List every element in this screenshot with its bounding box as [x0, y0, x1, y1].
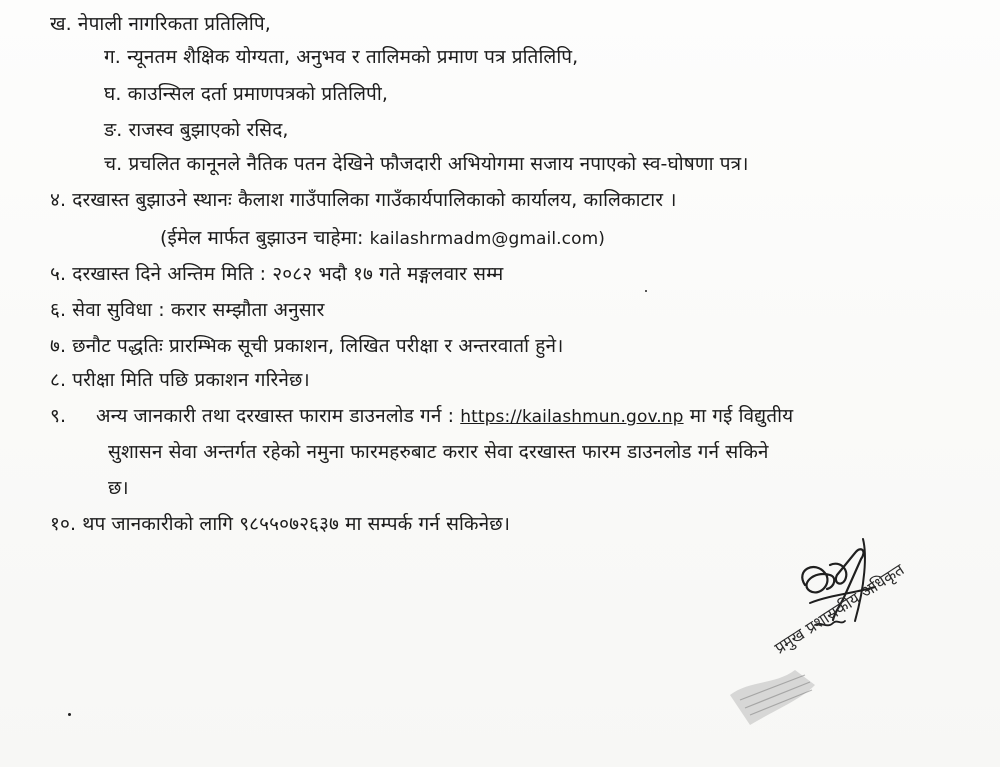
point-5: ५. दरखास्त दिने अन्तिम मिति : २०८२ भदौ १७ गते मङ्गलवार सम्म [50, 263, 504, 285]
point-4-email-line [160, 226, 605, 251]
item-ga: ग. न्यूनतम शैक्षिक योग्यता, अनुभव र तालिमको प्रमाण पत्र प्रतिलिपि, [104, 46, 579, 68]
website-link[interactable]: https://kailashmun.gov.np [460, 407, 684, 427]
stamp-designation: प्रमुख प्रशासकीय अधिकृत [771, 559, 908, 658]
point-9-number: ९. [50, 405, 67, 427]
point-10: १०. थप जानकारीको लागि ९८५५०७२६३७ मा सम्पर्क गर्न सकिनेछ। [50, 513, 510, 535]
point-7: ७. छनौट पद्धतिः प्रारम्भिक सूची प्रकाशन, लिखित परीक्षा र अन्तरवार्ता हुने। [50, 335, 564, 357]
item-nga: ङ. राजस्व बुझाएको रसिद, [104, 119, 289, 141]
email-address: kailashrmadm@gmail.com) [369, 229, 606, 249]
point-8: ८. परीक्षा मिति पछि प्रकाशन गरिनेछ। [50, 369, 310, 391]
point-6: ६. सेवा सुविधा : करार सम्झौता अनुसार [50, 299, 325, 321]
item-kha: ख. नेपाली नागरिकता प्रतिलिपि, [50, 13, 271, 35]
point-9-suffix: मा गई विद्युतीय [689, 405, 794, 427]
item-cha: च. प्रचलित कानूनले नैतिक पतन देखिने फौजदारी अभियोगमा सजाय नपाएको स्व-घोषणा पत्र। [104, 153, 749, 175]
point-4-email-prefix: (ईमेल मार्फत बुझाउन चाहेमा: [160, 227, 364, 249]
point-9-line-1 [96, 404, 793, 429]
stamp-smudge [720, 640, 830, 730]
point-9-line-3: छ। [108, 477, 129, 499]
item-gha: घ. काउन्सिल दर्ता प्रमाणपत्रको प्रतिलिपी, [104, 83, 388, 105]
stray-mark-1 [68, 713, 71, 716]
point-4: ४. दरखास्त बुझाउने स्थानः कैलाश गाउँपालिका गाउँकार्यपालिकाको कार्यालय, कालिकाटार । [50, 189, 677, 211]
point-9-prefix: अन्य जानकारी तथा दरखास्त फाराम डाउनलोड गर्न : [96, 405, 455, 427]
stray-mark-2 [645, 290, 647, 292]
point-9-line-2: सुशासन सेवा अन्तर्गत रहेको नमुना फारमहरुबाट करार सेवा दरखास्त फारम डाउनलोड गर्न सकिने [108, 441, 769, 463]
